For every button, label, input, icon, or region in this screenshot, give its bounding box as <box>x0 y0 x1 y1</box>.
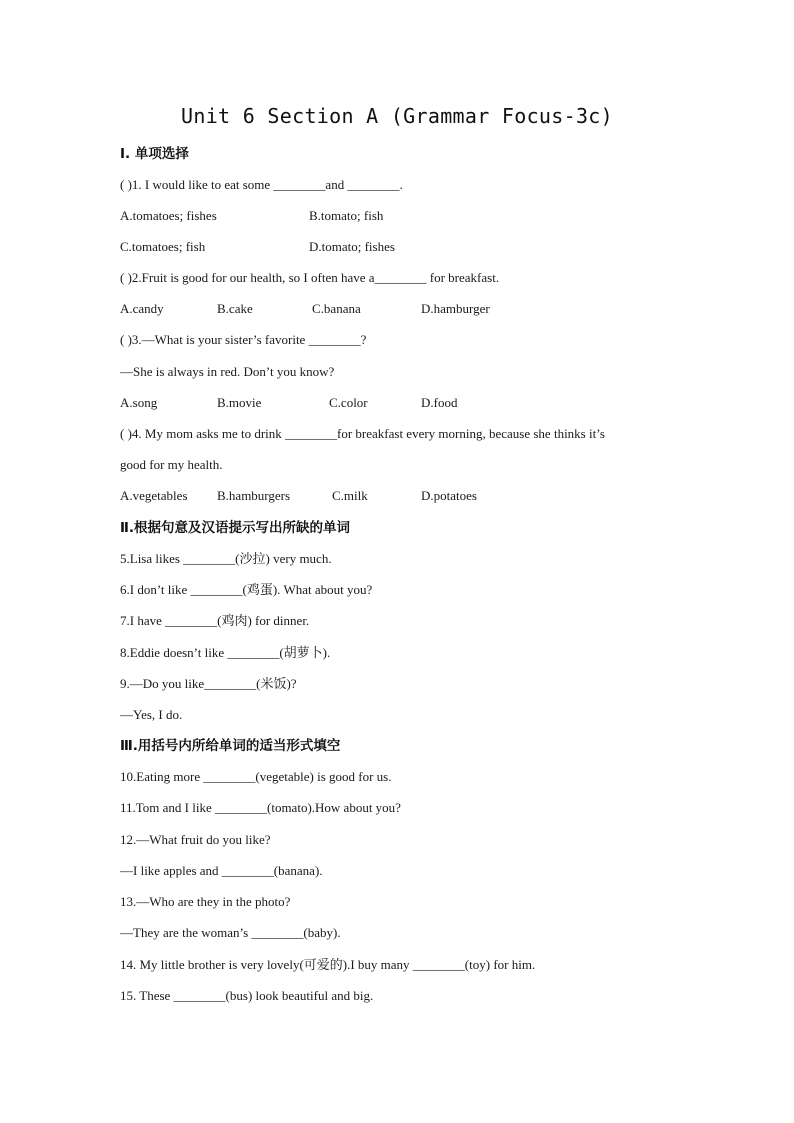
question-4-option-d: D.potatoes <box>421 488 477 503</box>
question-4-option-c: C.milk <box>332 488 368 503</box>
question-2-option-a: A.candy <box>120 301 164 316</box>
question-1-option-a: A.tomatoes; fishes <box>120 208 217 223</box>
question-11: 11.Tom and I like ________(tomato).How about you? <box>120 800 401 815</box>
question-4-option-a: A.vegetables <box>120 488 188 503</box>
question-3-option-d: D.food <box>421 395 458 410</box>
question-7: 7.I have ________(鸡肉) for dinner. <box>120 613 310 628</box>
question-5: 5.Lisa likes ________(沙拉) very much. <box>120 551 332 566</box>
question-13: 13.—Who are they in the photo? <box>120 894 291 909</box>
question-3-option-a: A.song <box>120 395 158 410</box>
section-heading-word-forms: Ⅲ.用括号内所给单词的适当形式填空 <box>120 738 341 754</box>
question-4-stem: ( )4. My mom asks me to drink ________for breakfast every morning, because she thinks it’s <box>120 426 605 441</box>
question-3-reply: —She is always in red. Don’t you know? <box>120 364 335 379</box>
question-8: 8.Eddie doesn’t like ________(胡萝卜). <box>120 645 331 660</box>
question-1-stem: ( )1. I would like to eat some ________and ________. <box>120 177 403 192</box>
question-9: 9.—Do you like________(米饭)? <box>120 676 297 691</box>
section-heading-multiple-choice: Ⅰ. 单项选择 <box>120 146 189 162</box>
question-6: 6.I don’t like ________(鸡蛋). What about you? <box>120 582 373 597</box>
question-1-option-c: C.tomatoes; fish <box>120 239 206 254</box>
question-3-option-b: B.movie <box>217 395 262 410</box>
question-14: 14. My little brother is very lovely(可爱的).I buy many ________(toy) for him. <box>120 957 536 972</box>
question-13-reply: —They are the woman’s ________(baby). <box>120 925 341 940</box>
question-1-option-b: B.tomato; fish <box>309 208 384 223</box>
question-4-continuation: good for my health. <box>120 457 223 472</box>
question-3-stem: ( )3.—What is your sister’s favorite ________? <box>120 332 367 347</box>
question-1-option-d: D.tomato; fishes <box>309 239 395 254</box>
question-12: 12.—What fruit do you like? <box>120 832 271 847</box>
question-9-reply: —Yes, I do. <box>120 707 183 722</box>
question-12-reply: —I like apples and ________(banana). <box>120 863 323 878</box>
question-2-option-b: B.cake <box>217 301 253 316</box>
page-title: Unit 6 Section A (Grammar Focus-3c) <box>181 104 613 128</box>
question-2-option-c: C.banana <box>312 301 361 316</box>
question-2-stem: ( )2.Fruit is good for our health, so I often have a________ for breakfast. <box>120 270 500 285</box>
section-heading-fill-by-chinese: Ⅱ.根据句意及汉语提示写出所缺的单词 <box>120 520 351 536</box>
question-15: 15. These ________(bus) look beautiful and big. <box>120 988 374 1003</box>
question-2-option-d: D.hamburger <box>421 301 490 316</box>
question-4-option-b: B.hamburgers <box>217 488 291 503</box>
question-10: 10.Eating more ________(vegetable) is good for us. <box>120 769 392 784</box>
question-3-option-c: C.color <box>329 395 368 410</box>
